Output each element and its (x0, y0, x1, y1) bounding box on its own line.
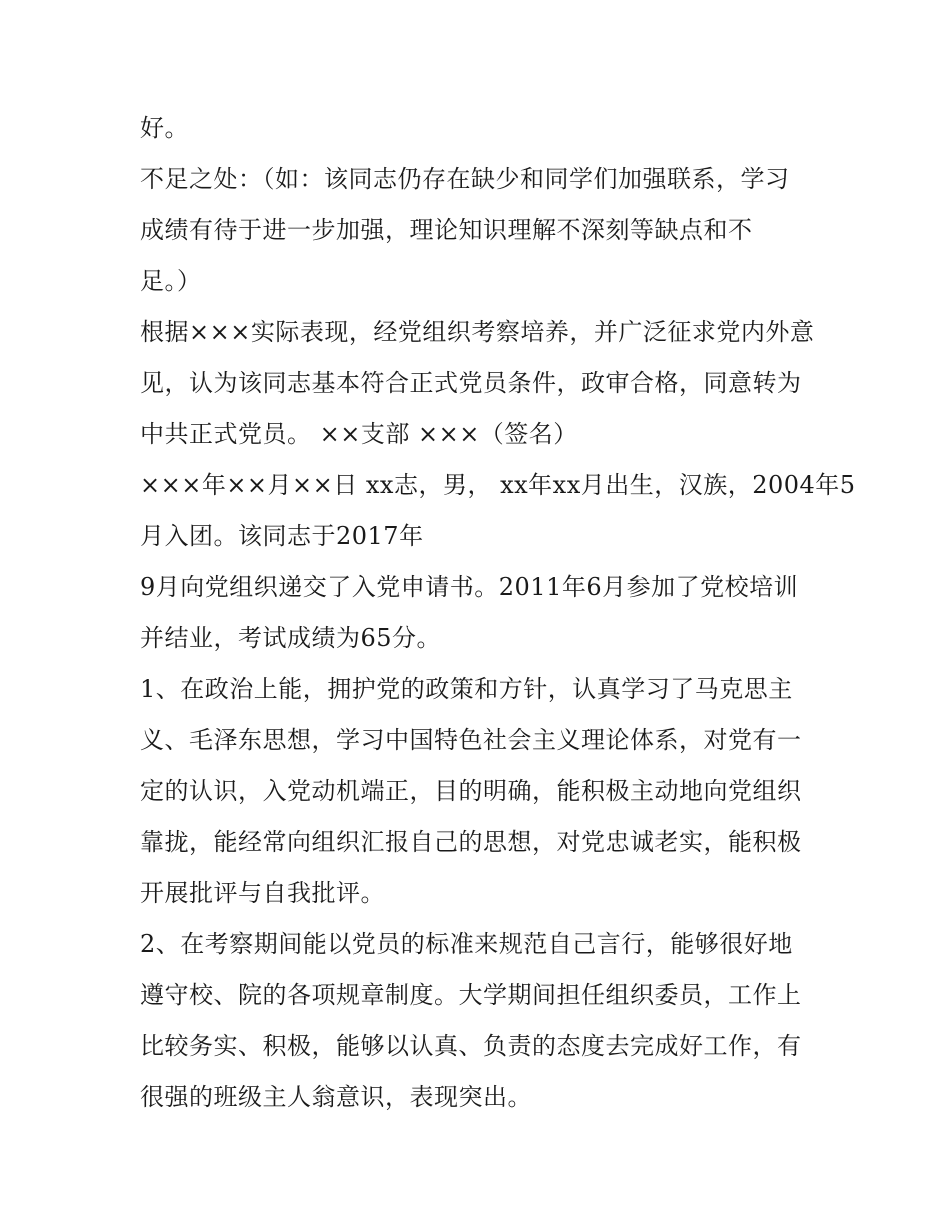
text-line: 很强的班级主人翁意识，表现突出。 (140, 1083, 532, 1111)
text-line: 2、在考察期间能以党员的标准来规范自己言行，能够很好地 (140, 930, 793, 958)
text-line: 不足之处：（如：该同志仍存在缺少和同学们加强联系，学习 (140, 165, 790, 193)
text-line: 比较务实、积极，能够以认真、负责的态度去完成好工作，有 (140, 1032, 802, 1060)
text-line: 靠拢，能经常向组织汇报自己的思想，对党忠诚老实，能积极 (140, 828, 802, 856)
text-line: 1、在政治上能，拥护党的政策和方针，认真学习了马克思主 (140, 675, 793, 703)
text-line: 9月向党组织递交了入党申请书。2011年6月参加了党校培训 (140, 573, 799, 601)
text-line: 遵守校、院的各项规章制度。大学期间担任组织委员，工作上 (140, 981, 802, 1009)
text-line: 根据×××实际表现，经党组织考察培养，并广泛征求党内外意 (140, 318, 815, 346)
text-line: 开展批评与自我批评。 (140, 879, 385, 907)
text-line: 成绩有待于进一步加强，理论知识理解不深刻等缺点和不 (140, 216, 753, 244)
text-line: 义、毛泽东思想，学习中国特色社会主义理论体系，对党有一 (140, 726, 802, 754)
text-line: 定的认识，入党动机端正，目的明确，能积极主动地向党组织 (140, 777, 802, 805)
text-line: 见，认为该同志基本符合正式党员条件，政审合格，同意转为 (140, 369, 802, 397)
text-line: 足。） (140, 267, 202, 295)
text-line: ×××年××月××日 xx志，男， xx年xx月出生，汉族，2004年5 (140, 471, 856, 499)
text-line: 中共正式党员。 ××支部 ×××（签名） (140, 420, 578, 448)
text-line: 月入团。该同志于2017年 (140, 522, 424, 550)
text-line: 好。 (140, 114, 189, 142)
text-line: 并结业，考试成绩为65分。 (140, 624, 442, 652)
